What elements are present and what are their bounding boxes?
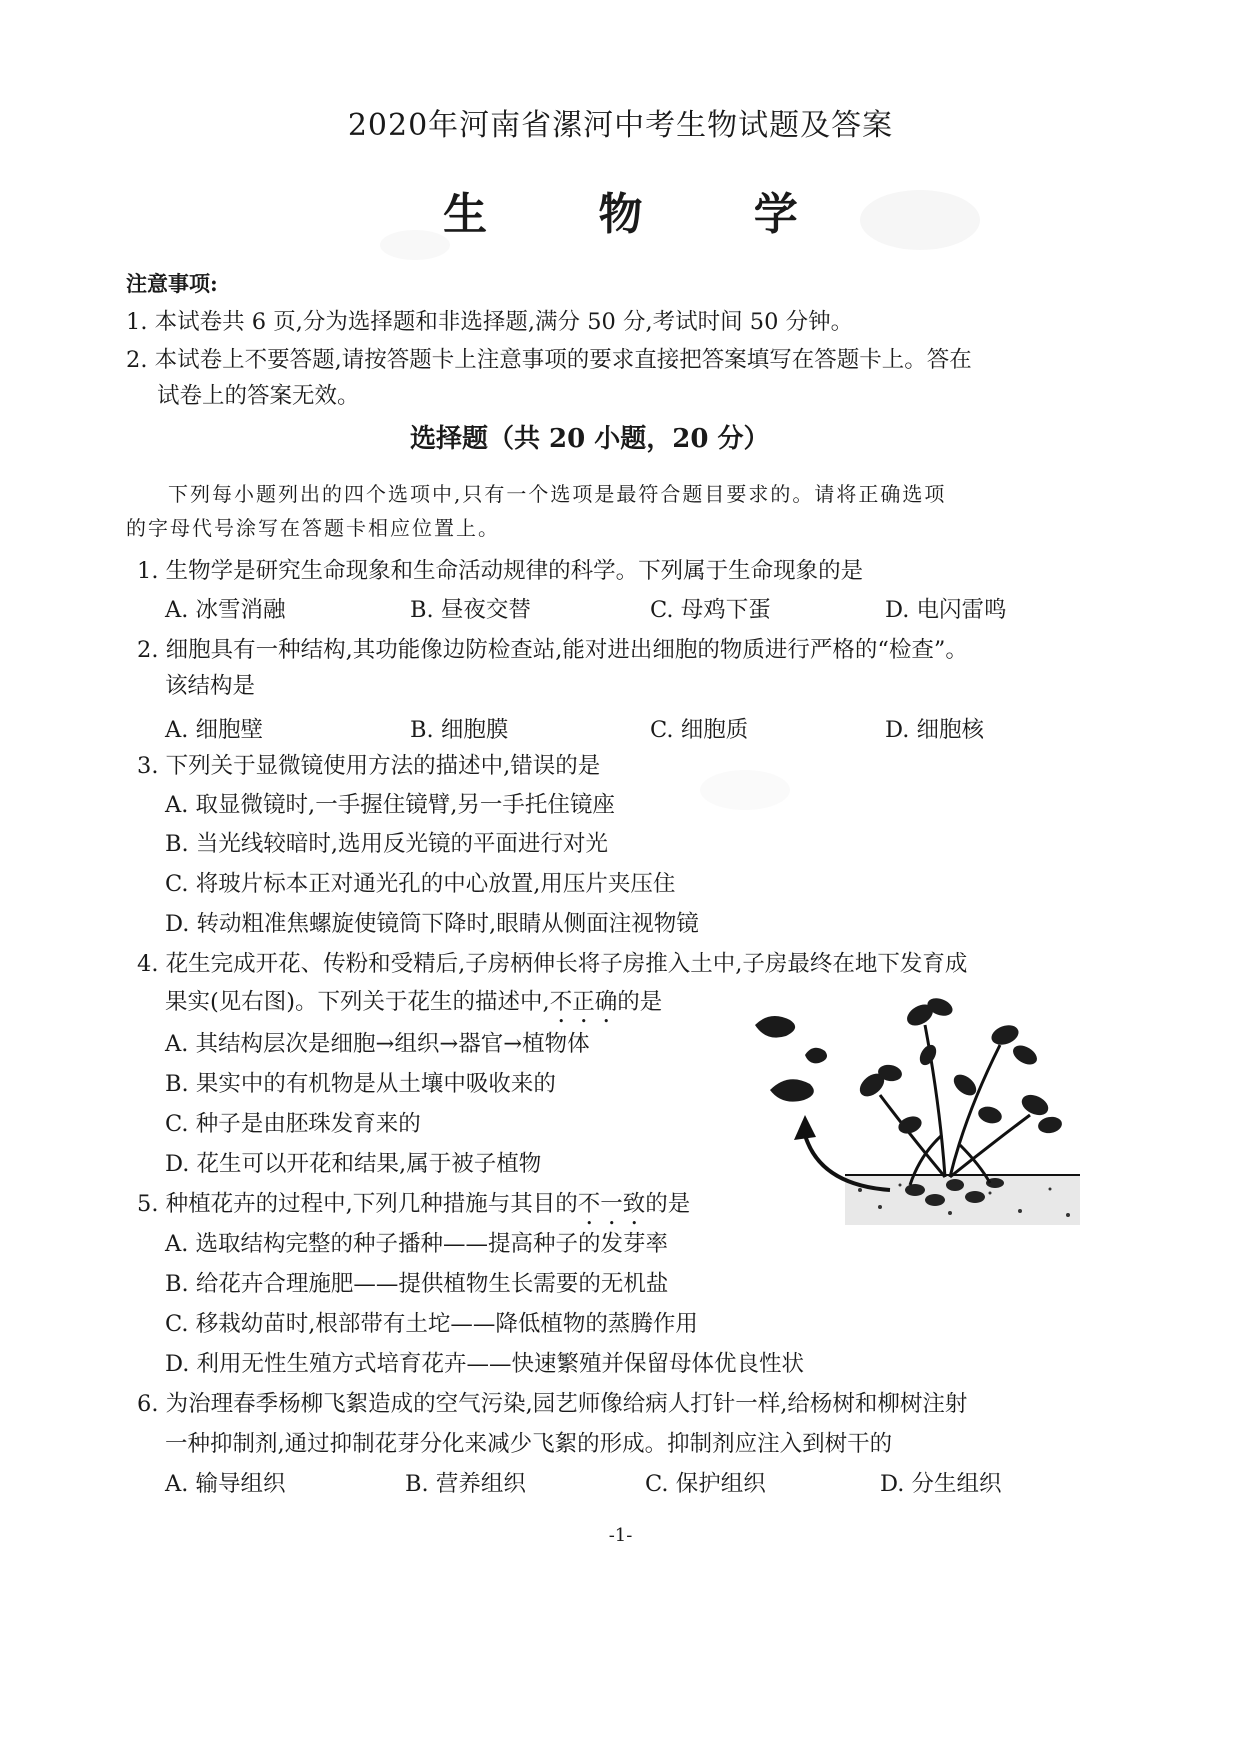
- section-instructions: 的字母代号涂写在答题卡相应位置上。: [126, 516, 500, 540]
- option: C. 保护组织: [645, 1471, 766, 1497]
- plant-stems: [880, 1025, 1030, 1185]
- option: A. 其结构层次是细胞→组织→器官→植物体: [165, 1031, 590, 1057]
- option: B. 细胞膜: [410, 717, 509, 743]
- option: C. 细胞质: [650, 717, 749, 743]
- option: A. 细胞壁: [165, 717, 264, 743]
- notice-item: 2. 本试卷上不要答题,请按答题卡上注意事项的要求直接把答案填写在答题卡上。答在: [126, 347, 972, 373]
- stem-text: 果实(见右图)。下列关于花生的描述中,: [165, 989, 550, 1015]
- option: D. 电闪雷鸣: [885, 597, 1007, 623]
- notice-item: 1. 本试卷共 6 页,分为选择题和非选择题,满分 50 分,考试时间 50 分钟。: [126, 309, 854, 335]
- plant-leaves: [855, 995, 1063, 1137]
- page-number: -1-: [608, 1525, 633, 1546]
- option: C. 移栽幼苗时,根部带有土坨——降低植物的蒸腾作用: [165, 1311, 698, 1337]
- option: D. 利用无性生殖方式培育花卉——快速繁殖并保留母体优良性状: [165, 1351, 805, 1377]
- option: C. 将玻片标本正对通光孔的中心放置,用压片夹压住: [165, 871, 676, 897]
- option: A. 冰雪消融: [165, 597, 286, 623]
- section-instructions: 下列每小题列出的四个选项中,只有一个选项是最符合题目要求的。请将正确选项: [168, 482, 947, 506]
- document-title: 2020年河南省漯河中考生物试题及答案: [347, 108, 894, 143]
- stem-text: 的是: [617, 989, 663, 1015]
- option: D. 花生可以开花和结果,属于被子植物: [165, 1151, 542, 1177]
- question-stem: 1. 生物学是研究生命现象和生命活动规律的科学。下列属于生命现象的是: [137, 558, 864, 584]
- subject-title: 生 物 学: [443, 189, 846, 240]
- option: B. 昼夜交替: [410, 597, 531, 623]
- notice-heading: 注意事项:: [126, 271, 218, 296]
- question-stem: 2. 细胞具有一种结构,其功能像边防检查站,能对进出细胞的物质进行严格的“检查”。: [137, 637, 968, 663]
- peanut-plant-illustration: [750, 985, 1080, 1225]
- question-stem-continued: 该结构是: [165, 673, 256, 699]
- question-stem: [137, 1186, 690, 1230]
- option: B. 营养组织: [405, 1471, 526, 1497]
- stem-text: 的是: [645, 1191, 691, 1217]
- emphasized-text: 不一致: [577, 1191, 646, 1217]
- option: A. 输导组织: [165, 1471, 286, 1497]
- question-stem: 6. 为治理春季杨柳飞絮造成的空气污染,园艺师像给病人打针一样,给杨树和柳树注射: [137, 1391, 968, 1417]
- question-stem-continued: [165, 984, 662, 1028]
- option: D. 细胞核: [885, 717, 985, 743]
- scan-noise: [700, 770, 790, 810]
- option: A. 选取结构完整的种子播种——提高种子的发芽率: [165, 1231, 669, 1257]
- notice-item-continued: 试卷上的答案无效。: [157, 383, 360, 409]
- section-heading: 选择题（共 20 小题，20 分）: [410, 424, 770, 454]
- option: A. 取显微镜时,一手握住镜臂,另一手托住镜座: [165, 792, 615, 818]
- question-stem: 4. 花生完成开花、传粉和受精后,子房柄伸长将子房推入土中,子房最终在地下发育成: [137, 951, 968, 977]
- stem-text: 5. 种植花卉的过程中,下列几种措施与其目的: [137, 1191, 578, 1217]
- option: C. 母鸡下蛋: [650, 597, 771, 623]
- option: B. 果实中的有机物是从土壤中吸收来的: [165, 1071, 556, 1097]
- question-stem-continued: 一种抑制剂,通过抑制花芽分化来减少飞絮的形成。抑制剂应注入到树干的: [165, 1431, 893, 1457]
- question-stem: 3. 下列关于显微镜使用方法的描述中,错误的是: [137, 753, 601, 779]
- emphasized-text: 不正确: [549, 989, 618, 1015]
- option: C. 种子是由胚珠发育来的: [165, 1111, 421, 1137]
- option: D. 分生组织: [880, 1471, 1002, 1497]
- option: B. 当光线较暗时,选用反光镜的平面进行对光: [165, 831, 608, 857]
- option: D. 转动粗准焦螺旋使镜筒下降时,眼睛从侧面注视物镜: [165, 911, 699, 937]
- option: B. 给花卉合理施肥——提供植物生长需要的无机盐: [165, 1271, 669, 1297]
- peanut-fruits: [755, 1016, 827, 1102]
